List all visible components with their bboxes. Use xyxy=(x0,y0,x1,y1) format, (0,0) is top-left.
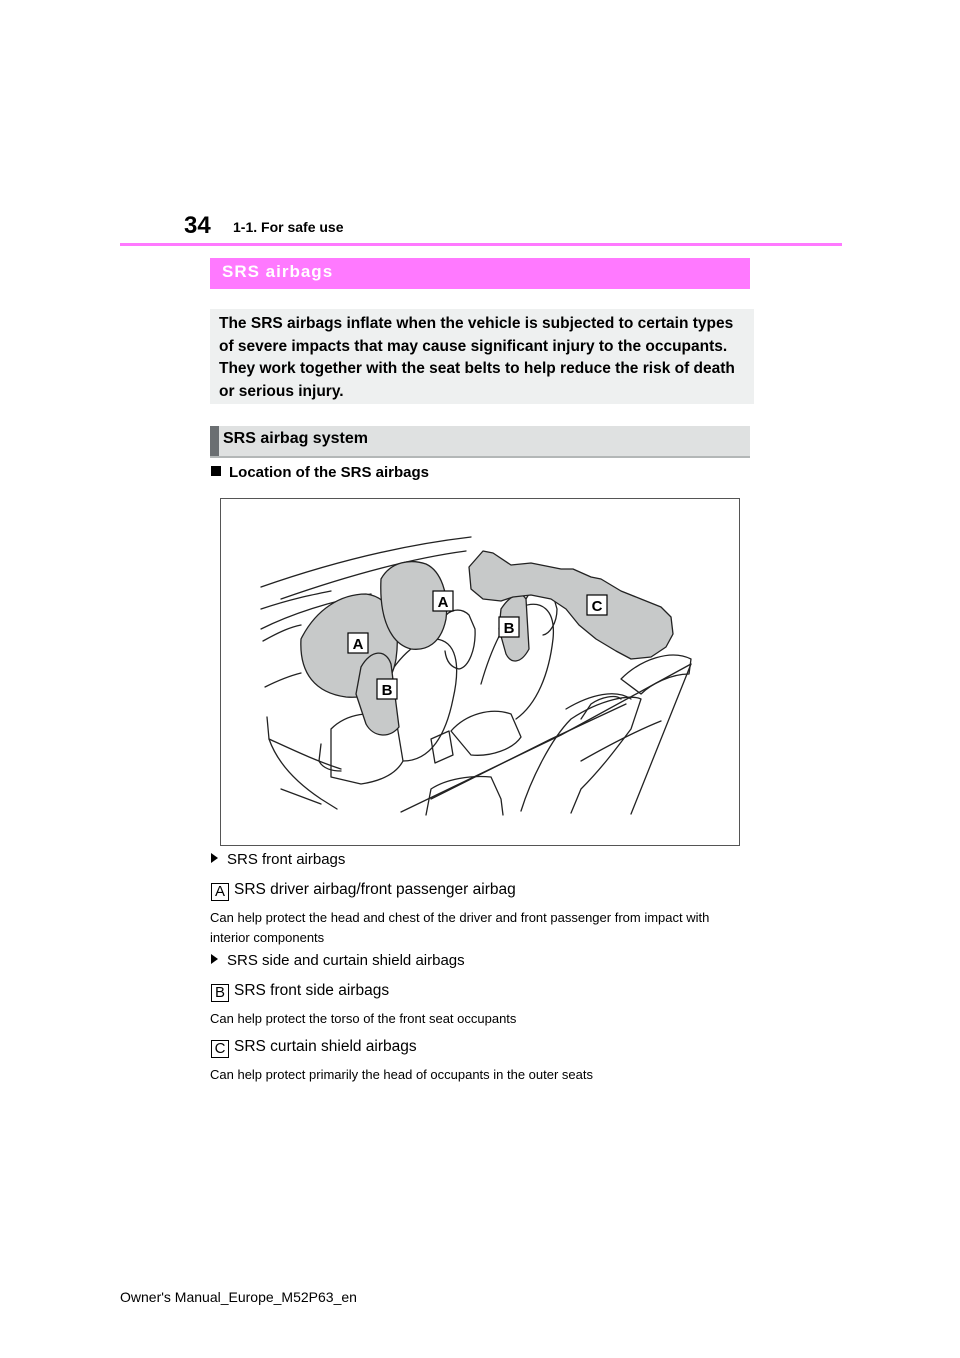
badge-a: A xyxy=(211,883,229,901)
item-b-label: SRS front side airbags xyxy=(234,982,390,999)
bullet-front-airbags xyxy=(211,851,345,868)
badge-c: C xyxy=(211,1040,229,1058)
label-b-driver xyxy=(377,679,397,699)
intro-text: The SRS airbags inflate when the vehicle is subjected to certain types of severe impacts that may cause significant injury to the occupants. They work together with the seat belts to help reduce the risk of death or serious injury. xyxy=(219,315,735,400)
label-a-passenger xyxy=(433,591,453,611)
badge-b: B xyxy=(211,984,229,1002)
label-b-passenger-text: B xyxy=(503,620,515,637)
square-bullet-icon xyxy=(211,466,221,476)
airbag-figure xyxy=(220,498,740,846)
item-b xyxy=(211,982,389,1002)
subheading-accent xyxy=(210,426,219,456)
label-c-curtain xyxy=(587,595,607,615)
header-rule xyxy=(120,243,842,246)
label-a-driver-text: A xyxy=(352,636,364,653)
bullet-side-curtain-airbags xyxy=(211,952,465,969)
triangle-bullet-icon xyxy=(211,853,218,863)
subheading-bar xyxy=(210,426,750,458)
triangle-bullet-icon xyxy=(211,954,218,964)
item-c-description: Can help protect primarily the head of occupants in the outer seats xyxy=(210,1067,593,1082)
section-label: 1-1. For safe use xyxy=(233,219,344,235)
curtain-airbag-shape xyxy=(469,551,673,659)
title-bar xyxy=(210,258,750,289)
item-b-description: Can help protect the torso of the front seat occupants xyxy=(210,1011,517,1026)
label-a-driver xyxy=(348,633,368,653)
item-c-label: SRS curtain shield airbags xyxy=(234,1038,417,1055)
label-b-driver-text: B xyxy=(381,682,393,699)
label-a-passenger-text: A xyxy=(437,594,449,611)
item-c xyxy=(211,1038,417,1058)
bullet-front-airbags-text: SRS front airbags xyxy=(227,851,346,868)
location-heading xyxy=(211,464,429,481)
footer: Owner's Manual_Europe_M52P63_en xyxy=(120,1289,357,1305)
item-a-label: SRS driver airbag/front passenger airbag xyxy=(234,881,516,898)
item-a-description: Can help protect the head and chest of the driver and front passenger from impact with interior components xyxy=(210,910,710,945)
intro-box xyxy=(210,309,754,404)
item-a xyxy=(211,881,516,901)
page-number: 34 xyxy=(184,212,211,239)
airbag-illustration xyxy=(221,499,739,845)
label-b-passenger xyxy=(499,617,519,637)
page-title: SRS airbags xyxy=(222,262,334,281)
subheading: SRS airbag system xyxy=(223,430,368,447)
bullet-side-curtain-text: SRS side and curtain shield airbags xyxy=(227,952,465,969)
location-heading-text: Location of the SRS airbags xyxy=(229,464,430,481)
label-c-curtain-text: C xyxy=(591,598,603,615)
